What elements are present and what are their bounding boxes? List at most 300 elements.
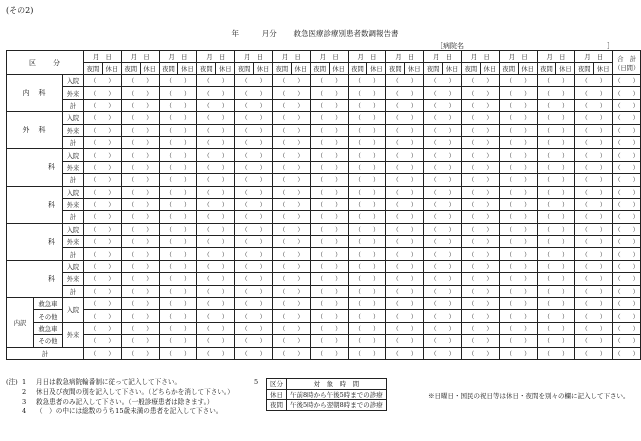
- count-cell: [424, 310, 462, 322]
- count-cell: [461, 174, 499, 186]
- count-cell: [348, 124, 386, 136]
- count-cell: [84, 149, 122, 161]
- breakdown-type: その他: [34, 310, 63, 322]
- paren-placeholder: （ ）: [392, 127, 417, 135]
- paren-placeholder: （ ）: [165, 326, 190, 333]
- count-cell: [84, 298, 122, 310]
- count-cell: [197, 75, 235, 87]
- count-cell: [310, 347, 348, 359]
- count-cell: [424, 136, 462, 148]
- paren-placeholder: （ ）: [354, 164, 379, 172]
- paren-placeholder: （ ）: [165, 78, 190, 86]
- page-title: [0, 28, 630, 39]
- paren-placeholder: （ ）: [543, 239, 568, 247]
- paren-placeholder: （ ）: [430, 202, 455, 210]
- paren-placeholder: （ ）: [581, 338, 606, 346]
- count-cell: [310, 335, 348, 347]
- count-cell: [272, 99, 310, 111]
- count-cell: [235, 149, 273, 161]
- count-cell: [537, 223, 575, 235]
- paren-placeholder: （ ）: [506, 338, 531, 346]
- count-cell: [499, 310, 537, 322]
- paren-placeholder: （ ）: [392, 251, 417, 259]
- count-cell: [537, 161, 575, 173]
- count-cell: [121, 223, 159, 235]
- count-cell: [235, 75, 273, 87]
- count-cell: [121, 99, 159, 111]
- paren-placeholder: （ ）: [128, 164, 153, 172]
- count-cell: [386, 161, 424, 173]
- paren-placeholder: （ ）: [90, 226, 115, 234]
- count-cell: [537, 124, 575, 136]
- paren-placeholder: （ ）: [354, 251, 379, 259]
- count-cell: [235, 161, 273, 173]
- paren-placeholder: （ ）: [506, 264, 531, 272]
- paren-placeholder: （ ）: [543, 326, 568, 333]
- paren-placeholder: （ ）: [581, 350, 606, 358]
- paren-placeholder: （ ）: [430, 276, 455, 284]
- count-cell: [235, 273, 273, 285]
- count-cell: [461, 236, 499, 248]
- row-kind-label: 入院: [63, 112, 84, 124]
- count-cell: [84, 322, 122, 334]
- paren-placeholder: （ ）: [392, 189, 417, 197]
- paren-placeholder: （ ）: [203, 202, 228, 210]
- paren-placeholder: （ ）: [354, 239, 379, 247]
- paren-placeholder: （ ）: [203, 90, 228, 98]
- count-cell: [272, 322, 310, 334]
- count-cell: [461, 161, 499, 173]
- count-cell: [272, 174, 310, 186]
- count-cell: [84, 347, 122, 359]
- total-cell: [613, 310, 641, 322]
- paren-placeholder: （ ）: [468, 226, 493, 234]
- paren-placeholder: （ ）: [317, 164, 342, 172]
- row-kind-label: 計: [63, 99, 84, 111]
- date-header: 月 日: [84, 51, 122, 63]
- note-item: [22, 407, 234, 417]
- department-label: 内 科: [7, 75, 63, 112]
- count-cell: [84, 136, 122, 148]
- paren-placeholder: （ ）: [90, 350, 115, 358]
- count-cell: [537, 211, 575, 223]
- paren-placeholder: （ ）: [203, 115, 228, 123]
- paren-placeholder: （ ）: [392, 102, 417, 110]
- count-cell: [424, 223, 462, 235]
- paren-placeholder: （ ）: [279, 239, 304, 247]
- paren-placeholder: （ ）: [279, 288, 304, 296]
- count-cell: [386, 260, 424, 272]
- count-cell: [537, 174, 575, 186]
- paren-placeholder: （ ）: [203, 301, 228, 309]
- count-cell: [121, 260, 159, 272]
- paren-placeholder: （ ）: [317, 338, 342, 346]
- paren-placeholder: （ ）: [581, 102, 606, 110]
- count-cell: [424, 186, 462, 198]
- paren-placeholder: （ ）: [128, 288, 153, 296]
- paren-placeholder: （ ）: [128, 276, 153, 284]
- count-cell: [84, 273, 122, 285]
- count-cell: [386, 87, 424, 99]
- paren-placeholder: （ ）: [165, 276, 190, 284]
- paren-placeholder: （ ）: [543, 164, 568, 172]
- count-cell: [386, 136, 424, 148]
- paren-placeholder: （ ）: [279, 338, 304, 346]
- paren-placeholder: （ ）: [241, 350, 266, 358]
- paren-placeholder: （ ）: [614, 350, 639, 358]
- paren-placeholder: （ ）: [317, 115, 342, 123]
- count-cell: [348, 322, 386, 334]
- paren-placeholder: （ ）: [468, 239, 493, 247]
- paren-placeholder: （ ）: [354, 140, 379, 148]
- count-cell: [461, 273, 499, 285]
- row-kind-label: 計: [63, 285, 84, 297]
- grand-total-label: 計: [7, 347, 84, 359]
- total-header-line1: 合 計: [617, 55, 637, 63]
- breakdown-row-kind: 入院: [63, 298, 84, 323]
- paren-placeholder: （ ）: [128, 127, 153, 135]
- count-cell: [197, 310, 235, 322]
- count-cell: [424, 161, 462, 173]
- paren-placeholder: （ ）: [614, 115, 639, 123]
- count-cell: [537, 99, 575, 111]
- count-cell: [310, 260, 348, 272]
- paren-placeholder: （ ）: [430, 288, 455, 296]
- count-cell: [159, 223, 197, 235]
- paren-placeholder: （ ）: [165, 90, 190, 98]
- paren-placeholder: （ ）: [506, 313, 531, 321]
- count-cell: [235, 322, 273, 334]
- count-cell: [499, 149, 537, 161]
- paren-placeholder: （ ）: [317, 239, 342, 247]
- count-cell: [272, 75, 310, 87]
- paren-placeholder: （ ）: [430, 226, 455, 234]
- paren-placeholder: （ ）: [128, 239, 153, 247]
- count-cell: [499, 124, 537, 136]
- count-cell: [235, 335, 273, 347]
- count-cell: [499, 298, 537, 310]
- total-cell: [613, 248, 641, 260]
- schedule-col-time: 対 象 時 間: [287, 379, 387, 390]
- paren-placeholder: （ ）: [203, 239, 228, 247]
- note-text: 月日は救急病院輪番制に従って記入して下さい。: [36, 378, 182, 386]
- paren-placeholder: （ ）: [468, 301, 493, 309]
- count-cell: [461, 335, 499, 347]
- count-cell: [121, 322, 159, 334]
- paren-placeholder: （ ）: [128, 226, 153, 234]
- count-cell: [499, 112, 537, 124]
- row-kind-label: 入院: [63, 186, 84, 198]
- row-kind-label: 外来: [63, 198, 84, 210]
- paren-placeholder: （ ）: [165, 115, 190, 123]
- paren-placeholder: （ ）: [430, 350, 455, 358]
- paren-placeholder: （ ）: [581, 264, 606, 272]
- holiday-header: 休日: [594, 63, 613, 75]
- paren-placeholder: （ ）: [354, 102, 379, 110]
- holiday-header: 休日: [178, 63, 197, 75]
- count-cell: [272, 87, 310, 99]
- count-cell: [197, 322, 235, 334]
- count-cell: [348, 236, 386, 248]
- count-cell: [310, 186, 348, 198]
- holiday-header: 休日: [102, 63, 121, 75]
- paren-placeholder: （ ）: [430, 152, 455, 160]
- count-cell: [159, 75, 197, 87]
- count-cell: [575, 298, 613, 310]
- count-cell: [386, 285, 424, 297]
- count-cell: [121, 112, 159, 124]
- paren-placeholder: （ ）: [317, 78, 342, 86]
- count-cell: [537, 273, 575, 285]
- count-cell: [121, 186, 159, 198]
- paren-placeholder: （ ）: [317, 226, 342, 234]
- paren-placeholder: （ ）: [279, 164, 304, 172]
- paren-placeholder: （ ）: [506, 102, 531, 110]
- total-cell: [613, 285, 641, 297]
- date-header: 月 日: [272, 51, 310, 63]
- paren-placeholder: （ ）: [165, 313, 190, 321]
- count-cell: [537, 335, 575, 347]
- count-cell: [386, 248, 424, 260]
- count-cell: [499, 322, 537, 334]
- note-text: 救急患者のみ記入して下さい。（一般診療患者は除きます。）: [36, 397, 214, 406]
- total-cell: [613, 198, 641, 210]
- paren-placeholder: （ ）: [279, 350, 304, 358]
- count-cell: [348, 298, 386, 310]
- count-cell: [386, 347, 424, 359]
- count-cell: [386, 298, 424, 310]
- row-kind-label: 入院: [63, 75, 84, 87]
- count-cell: [235, 248, 273, 260]
- count-cell: [461, 347, 499, 359]
- count-cell: [235, 260, 273, 272]
- count-cell: [537, 186, 575, 198]
- schedule-table: [266, 378, 387, 411]
- count-cell: [159, 124, 197, 136]
- paren-placeholder: （ ）: [241, 177, 266, 185]
- paren-placeholder: （ ）: [128, 313, 153, 321]
- count-cell: [197, 236, 235, 248]
- row-kind-label: 入院: [63, 223, 84, 235]
- paren-placeholder: （ ）: [614, 301, 639, 309]
- paren-placeholder: （ ）: [430, 90, 455, 98]
- date-header: 月 日: [348, 51, 386, 63]
- holiday-header: 休日: [480, 63, 499, 75]
- count-cell: [386, 273, 424, 285]
- breakdown-label: 内訳: [7, 298, 34, 348]
- paren-placeholder: （ ）: [241, 326, 266, 333]
- paren-placeholder: （ ）: [241, 301, 266, 309]
- count-cell: [575, 75, 613, 87]
- night-header: 夜間: [121, 63, 140, 75]
- paren-placeholder: （ ）: [392, 90, 417, 98]
- count-cell: [575, 112, 613, 124]
- count-cell: [84, 161, 122, 173]
- count-cell: [121, 149, 159, 161]
- count-cell: [461, 322, 499, 334]
- count-cell: [348, 112, 386, 124]
- count-cell: [310, 248, 348, 260]
- count-cell: [197, 223, 235, 235]
- paren-placeholder: （ ）: [581, 90, 606, 98]
- paren-placeholder: （ ）: [317, 214, 342, 222]
- night-header: 夜間: [386, 63, 405, 75]
- total-cell: [613, 136, 641, 148]
- paren-placeholder: （ ）: [203, 350, 228, 358]
- paren-placeholder: （ ）: [506, 90, 531, 98]
- count-cell: [537, 310, 575, 322]
- paren-placeholder: （ ）: [543, 115, 568, 123]
- count-cell: [235, 347, 273, 359]
- count-cell: [461, 223, 499, 235]
- count-cell: [121, 124, 159, 136]
- night-header: 夜間: [84, 63, 103, 75]
- paren-placeholder: （ ）: [430, 264, 455, 272]
- paren-placeholder: （ ）: [279, 214, 304, 222]
- paren-placeholder: （ ）: [128, 202, 153, 210]
- holiday-header: 休日: [367, 63, 386, 75]
- count-cell: [499, 161, 537, 173]
- paren-placeholder: （ ）: [430, 115, 455, 123]
- paren-placeholder: （ ）: [128, 338, 153, 346]
- paren-placeholder: （ ）: [581, 189, 606, 197]
- time-schedule: [254, 378, 387, 411]
- count-cell: [348, 260, 386, 272]
- count-cell: [159, 174, 197, 186]
- paren-placeholder: （ ）: [392, 164, 417, 172]
- count-cell: [272, 124, 310, 136]
- paren-placeholder: （ ）: [543, 313, 568, 321]
- paren-placeholder: （ ）: [581, 326, 606, 333]
- count-cell: [310, 136, 348, 148]
- count-cell: [386, 198, 424, 210]
- holiday-header: 休日: [291, 63, 310, 75]
- count-cell: [272, 211, 310, 223]
- night-header: 夜間: [537, 63, 556, 75]
- paren-placeholder: （ ）: [317, 202, 342, 210]
- count-cell: [575, 322, 613, 334]
- count-cell: [310, 236, 348, 248]
- paren-placeholder: （ ）: [90, 202, 115, 210]
- paren-placeholder: （ ）: [581, 301, 606, 309]
- count-cell: [84, 99, 122, 111]
- paren-placeholder: （ ）: [279, 276, 304, 284]
- paren-placeholder: （ ）: [203, 313, 228, 321]
- count-cell: [121, 161, 159, 173]
- count-cell: [197, 174, 235, 186]
- paren-placeholder: （ ）: [279, 127, 304, 135]
- count-cell: [84, 75, 122, 87]
- paren-placeholder: （ ）: [165, 202, 190, 210]
- schedule-col-kind: 区分: [267, 379, 287, 390]
- count-cell: [348, 223, 386, 235]
- count-cell: [575, 347, 613, 359]
- paren-placeholder: （ ）: [614, 164, 639, 172]
- count-cell: [575, 186, 613, 198]
- count-cell: [121, 174, 159, 186]
- row-kind-label: 外来: [63, 124, 84, 136]
- paren-placeholder: （ ）: [354, 276, 379, 284]
- paren-placeholder: （ ）: [128, 115, 153, 123]
- paren-placeholder: （ ）: [506, 189, 531, 197]
- schedule-time: 午後5時から翌朝8時までの診療: [287, 400, 387, 411]
- paren-placeholder: （ ）: [165, 164, 190, 172]
- paren-placeholder: （ ）: [241, 90, 266, 98]
- paren-placeholder: （ ）: [392, 115, 417, 123]
- count-cell: [424, 174, 462, 186]
- count-cell: [386, 186, 424, 198]
- paren-placeholder: （ ）: [614, 276, 639, 284]
- count-cell: [348, 186, 386, 198]
- paren-placeholder: （ ）: [90, 276, 115, 284]
- paren-placeholder: （ ）: [581, 140, 606, 148]
- count-cell: [121, 136, 159, 148]
- count-cell: [84, 211, 122, 223]
- count-cell: [424, 75, 462, 87]
- paren-placeholder: （ ）: [203, 264, 228, 272]
- paren-placeholder: （ ）: [468, 251, 493, 259]
- count-cell: [272, 198, 310, 210]
- paren-placeholder: （ ）: [392, 202, 417, 210]
- count-cell: [310, 322, 348, 334]
- paren-placeholder: （ ）: [354, 78, 379, 86]
- count-cell: [575, 211, 613, 223]
- holiday-header: 休日: [216, 63, 235, 75]
- paren-placeholder: （ ）: [614, 189, 639, 197]
- paren-placeholder: （ ）: [90, 214, 115, 222]
- count-cell: [197, 335, 235, 347]
- paren-placeholder: （ ）: [241, 202, 266, 210]
- count-cell: [197, 248, 235, 260]
- night-header: 夜間: [575, 63, 594, 75]
- date-header: 月 日: [386, 51, 424, 63]
- paren-placeholder: （ ）: [241, 313, 266, 321]
- paren-placeholder: （ ）: [203, 140, 228, 148]
- count-cell: [235, 298, 273, 310]
- count-cell: [348, 198, 386, 210]
- paren-placeholder: （ ）: [614, 313, 639, 321]
- paren-placeholder: （ ）: [317, 301, 342, 309]
- paren-placeholder: （ ）: [468, 276, 493, 284]
- paren-placeholder: （ ）: [392, 301, 417, 309]
- count-cell: [235, 223, 273, 235]
- count-cell: [235, 124, 273, 136]
- total-cell: [613, 347, 641, 359]
- paren-placeholder: （ ）: [90, 102, 115, 110]
- count-cell: [575, 124, 613, 136]
- row-kind-label: 計: [63, 248, 84, 260]
- total-cell: [613, 273, 641, 285]
- count-cell: [348, 99, 386, 111]
- paren-placeholder: （ ）: [506, 350, 531, 358]
- paren-placeholder: （ ）: [506, 202, 531, 210]
- paren-placeholder: （ ）: [543, 350, 568, 358]
- row-kind-label: 計: [63, 174, 84, 186]
- paren-placeholder: （ ）: [430, 127, 455, 135]
- paren-placeholder: （ ）: [203, 127, 228, 135]
- count-cell: [461, 285, 499, 297]
- paren-placeholder: （ ）: [506, 152, 531, 160]
- paren-placeholder: （ ）: [128, 102, 153, 110]
- paren-placeholder: （ ）: [317, 102, 342, 110]
- count-cell: [424, 99, 462, 111]
- count-cell: [272, 260, 310, 272]
- row-kind-label: 外来: [63, 273, 84, 285]
- paren-placeholder: （ ）: [165, 226, 190, 234]
- paren-placeholder: （ ）: [392, 276, 417, 284]
- count-cell: [499, 347, 537, 359]
- count-cell: [424, 273, 462, 285]
